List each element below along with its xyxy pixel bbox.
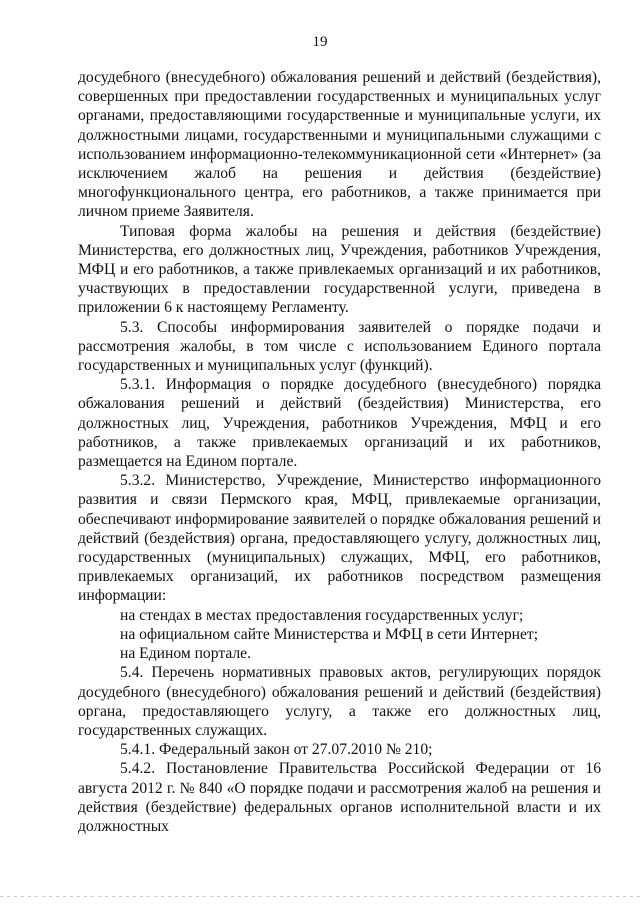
paragraph-5-3-1: 5.3.1. Информация о порядке досудебного (внесудебного) порядка обжалования решений и действий (бездействия) Министерства, его должностных лиц, Учреждения, работников Учреждения, МФЦ и его работников, а также привлекаемых организаций и их работников, размещается на Едином портале. bbox=[78, 376, 601, 471]
paragraph-5-4-1: 5.4.1. Федеральный закон от 27.07.2010 № 210; bbox=[120, 741, 433, 759]
paragraph-complaint-form: Типовая форма жалобы на решения и действия (бездействие) Министерства, его должностных лиц, Учреждения, работников Учреждения, МФЦ и его работников, а также привлекаемых организаций и их работников, участвующих в предоставлении государственной услуги, приведена в приложении 6 к настоящему Регламенту. bbox=[78, 222, 601, 317]
list-item-stands: на стендах в местах предоставления государственных услуг; bbox=[120, 606, 524, 624]
page-number: 19 bbox=[312, 34, 328, 50]
document-body bbox=[78, 68, 601, 836]
list-item-unified-portal: на Едином портале. bbox=[120, 645, 251, 663]
list-item-official-site: на официальном сайте Министерства и МФЦ в сети Интернет; bbox=[120, 625, 539, 643]
paragraph-5-4: 5.4. Перечень нормативных правовых актов, регулирующих порядок досудебного (внесудебного) обжалования решений и действий (бездействия) органа, предоставляющего услугу, а также его должностных лиц, государственных служащих. bbox=[78, 664, 601, 739]
paragraph-5-3: 5.3. Способы информирования заявителей о порядке подачи и рассмотрения жалобы, в том числе с использованием Единого портала государственных и муниципальных услуг (функций). bbox=[78, 318, 601, 375]
paragraph-appeal-continuation: досудебного (внесудебного) обжалования решений и действий (бездействия), совершенных при предоставлении государственных и муниципальных услуг органами, предоставляющими государственные и муниципальные услуги, их должностными лицами, государственными и муниципальными служащими с использованием информационно-телекоммуникационной сети «Интернет» (за исключением жалоб на решения и действия (бездействие) многофункционального центра, его работников, а также принимается при личном приеме Заявителя. bbox=[78, 69, 601, 221]
paragraph-5-3-2: 5.3.2. Министерство, Учреждение, Министерство информационного развития и связи Пермского края, МФЦ, привлекаемые организации, обеспечивают информирование заявителей о порядке обжалования решений и действий (бездействия) органа, предоставляющего услугу, должностных лиц, государственных (муниципальных) служащих, МФЦ, его работников, привлекаемых организаций, их работников посредством размещения информации: bbox=[78, 472, 601, 605]
scan-edge-artifact bbox=[0, 896, 640, 897]
paragraph-5-4-2: 5.4.2. Постановление Правительства Российской Федерации от 16 августа 2012 г. № 840 «О порядке подачи и рассмотрения жалоб на решения и действия (бездействие) федеральных органов исполнительной власти и их должностных bbox=[78, 760, 601, 835]
